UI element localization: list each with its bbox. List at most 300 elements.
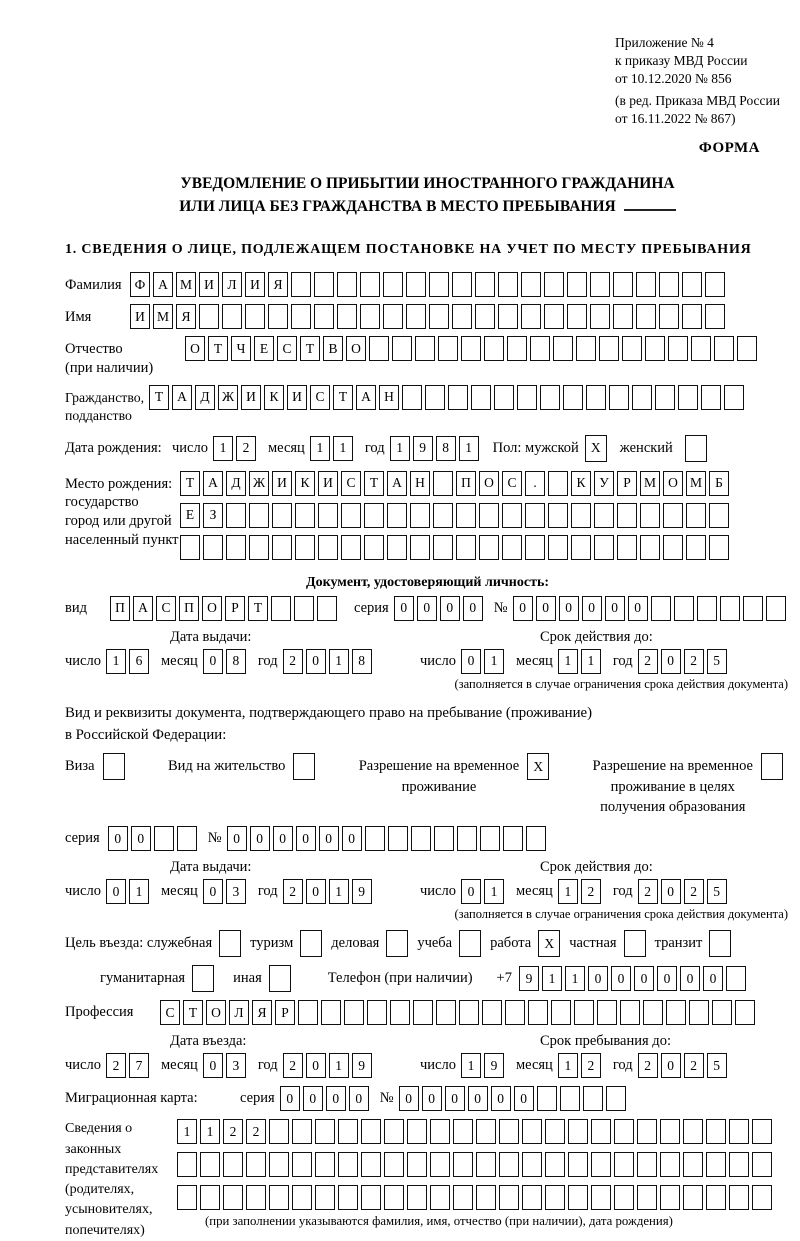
form-cell[interactable]: 0: [394, 596, 414, 621]
form-cell[interactable]: [390, 1000, 410, 1025]
form-cell[interactable]: [406, 304, 426, 329]
form-cell[interactable]: [706, 1185, 726, 1210]
form-cell[interactable]: [292, 1185, 312, 1210]
form-cell[interactable]: 2: [684, 879, 704, 904]
form-cell[interactable]: О: [202, 596, 222, 621]
form-cell[interactable]: [571, 535, 591, 560]
form-cell[interactable]: С: [277, 336, 297, 361]
form-cell[interactable]: Е: [254, 336, 274, 361]
form-cell[interactable]: [613, 304, 633, 329]
form-cell[interactable]: [640, 503, 660, 528]
form-cell[interactable]: 0: [326, 1086, 346, 1111]
form-cell[interactable]: [457, 826, 477, 851]
form-cell[interactable]: [226, 503, 246, 528]
form-cell[interactable]: [341, 503, 361, 528]
form-cell[interactable]: 0: [661, 649, 681, 674]
form-cell[interactable]: [660, 1119, 680, 1144]
form-cell[interactable]: Т: [300, 336, 320, 361]
form-cell[interactable]: 3: [226, 1053, 246, 1078]
form-cell[interactable]: [526, 826, 546, 851]
form-cell[interactable]: 2: [684, 649, 704, 674]
form-cell[interactable]: [383, 304, 403, 329]
form-cell[interactable]: [530, 336, 550, 361]
form-cell[interactable]: [752, 1185, 772, 1210]
form-cell[interactable]: [384, 1152, 404, 1177]
form-cell[interactable]: 1: [333, 436, 353, 461]
form-cell[interactable]: 7: [129, 1053, 149, 1078]
form-cell[interactable]: Т: [333, 385, 353, 410]
form-cell[interactable]: [321, 1000, 341, 1025]
form-cell[interactable]: [269, 965, 291, 992]
form-cell[interactable]: [479, 535, 499, 560]
form-cell[interactable]: А: [387, 471, 407, 496]
form-cell[interactable]: [720, 596, 740, 621]
form-cell[interactable]: 0: [461, 649, 481, 674]
form-cell[interactable]: Т: [183, 1000, 203, 1025]
form-cell[interactable]: [659, 272, 679, 297]
form-cell[interactable]: 2: [223, 1119, 243, 1144]
form-cell[interactable]: [364, 503, 384, 528]
form-cell[interactable]: [563, 385, 583, 410]
form-cell[interactable]: 0: [203, 1053, 223, 1078]
form-cell[interactable]: Д: [195, 385, 215, 410]
form-cell[interactable]: Н: [379, 385, 399, 410]
form-cell[interactable]: [548, 535, 568, 560]
form-cell[interactable]: [475, 272, 495, 297]
form-cell[interactable]: [686, 503, 706, 528]
form-cell[interactable]: 0: [680, 966, 700, 991]
form-cell[interactable]: 0: [461, 879, 481, 904]
form-cell[interactable]: 1: [461, 1053, 481, 1078]
form-cell[interactable]: [637, 1119, 657, 1144]
form-cell[interactable]: 0: [628, 596, 648, 621]
form-cell[interactable]: [614, 1119, 634, 1144]
form-cell[interactable]: [548, 471, 568, 496]
form-cell[interactable]: [387, 535, 407, 560]
form-cell[interactable]: [599, 336, 619, 361]
form-cell[interactable]: [597, 1000, 617, 1025]
form-cell[interactable]: 1: [329, 1053, 349, 1078]
form-cell[interactable]: [568, 1185, 588, 1210]
form-cell[interactable]: [683, 1152, 703, 1177]
form-cell[interactable]: [294, 596, 314, 621]
form-cell[interactable]: [430, 1185, 450, 1210]
form-cell[interactable]: 1: [310, 436, 330, 461]
form-cell[interactable]: 0: [203, 879, 223, 904]
form-cell[interactable]: 1: [329, 879, 349, 904]
form-cell[interactable]: [567, 304, 587, 329]
form-cell[interactable]: [479, 503, 499, 528]
form-cell[interactable]: [402, 385, 422, 410]
form-cell[interactable]: [499, 1119, 519, 1144]
form-cell[interactable]: [743, 596, 763, 621]
form-cell[interactable]: П: [456, 471, 476, 496]
form-cell[interactable]: 2: [246, 1119, 266, 1144]
form-cell[interactable]: 1: [177, 1119, 197, 1144]
form-cell[interactable]: [682, 304, 702, 329]
form-cell[interactable]: [752, 1152, 772, 1177]
form-cell[interactable]: [525, 535, 545, 560]
form-cell[interactable]: [660, 1185, 680, 1210]
form-cell[interactable]: [338, 1185, 358, 1210]
form-cell[interactable]: И: [287, 385, 307, 410]
form-cell[interactable]: [433, 503, 453, 528]
form-cell[interactable]: [614, 1152, 634, 1177]
form-cell[interactable]: [438, 336, 458, 361]
form-cell[interactable]: [705, 304, 725, 329]
form-cell[interactable]: [499, 1152, 519, 1177]
form-cell[interactable]: [269, 1185, 289, 1210]
form-cell[interactable]: И: [272, 471, 292, 496]
form-cell[interactable]: [246, 1152, 266, 1177]
form-cell[interactable]: 0: [349, 1086, 369, 1111]
form-cell[interactable]: 1: [565, 966, 585, 991]
form-cell[interactable]: 0: [250, 826, 270, 851]
form-cell[interactable]: 2: [581, 1053, 601, 1078]
form-cell[interactable]: П: [179, 596, 199, 621]
form-cell[interactable]: Ф: [130, 272, 150, 297]
form-cell[interactable]: 2: [638, 879, 658, 904]
form-cell[interactable]: 2: [684, 1053, 704, 1078]
form-cell[interactable]: [521, 304, 541, 329]
form-cell[interactable]: [177, 826, 197, 851]
form-cell[interactable]: [494, 385, 514, 410]
form-cell[interactable]: [666, 1000, 686, 1025]
form-cell[interactable]: [315, 1152, 335, 1177]
form-cell[interactable]: 0: [399, 1086, 419, 1111]
form-cell[interactable]: И: [199, 272, 219, 297]
form-cell[interactable]: [291, 272, 311, 297]
form-cell[interactable]: [338, 1119, 358, 1144]
form-cell[interactable]: 0: [611, 966, 631, 991]
form-cell[interactable]: Ж: [249, 471, 269, 496]
form-cell[interactable]: 6: [129, 649, 149, 674]
form-cell[interactable]: [269, 1119, 289, 1144]
form-cell[interactable]: [177, 1185, 197, 1210]
form-cell[interactable]: [226, 535, 246, 560]
form-cell[interactable]: [384, 1119, 404, 1144]
form-cell[interactable]: [637, 1152, 657, 1177]
form-cell[interactable]: 5: [707, 649, 727, 674]
form-cell[interactable]: Е: [180, 503, 200, 528]
form-cell[interactable]: 2: [106, 1053, 126, 1078]
form-cell[interactable]: 0: [661, 1053, 681, 1078]
form-cell[interactable]: [271, 596, 291, 621]
form-cell[interactable]: [507, 336, 527, 361]
form-cell[interactable]: [360, 272, 380, 297]
form-cell[interactable]: [365, 826, 385, 851]
form-cell[interactable]: [392, 336, 412, 361]
form-cell[interactable]: 9: [519, 966, 539, 991]
form-cell[interactable]: [651, 596, 671, 621]
form-cell[interactable]: А: [203, 471, 223, 496]
form-cell[interactable]: 1: [213, 436, 233, 461]
form-cell[interactable]: [567, 272, 587, 297]
form-cell[interactable]: [668, 336, 688, 361]
form-cell[interactable]: [452, 304, 472, 329]
form-cell[interactable]: [678, 385, 698, 410]
form-cell[interactable]: Л: [222, 272, 242, 297]
form-cell[interactable]: [622, 336, 642, 361]
form-cell[interactable]: [222, 304, 242, 329]
form-cell[interactable]: [407, 1152, 427, 1177]
form-cell[interactable]: 1: [581, 649, 601, 674]
form-cell[interactable]: [199, 304, 219, 329]
form-cell[interactable]: 0: [445, 1086, 465, 1111]
form-cell[interactable]: 1: [329, 649, 349, 674]
form-cell[interactable]: 8: [436, 436, 456, 461]
form-cell[interactable]: [609, 385, 629, 410]
form-cell[interactable]: [521, 272, 541, 297]
form-cell[interactable]: [203, 535, 223, 560]
form-cell[interactable]: 0: [227, 826, 247, 851]
form-cell[interactable]: [640, 535, 660, 560]
form-cell[interactable]: 0: [463, 596, 483, 621]
form-cell[interactable]: [502, 503, 522, 528]
form-cell[interactable]: 0: [703, 966, 723, 991]
form-cell[interactable]: [434, 826, 454, 851]
form-cell[interactable]: О: [185, 336, 205, 361]
form-cell[interactable]: 0: [559, 596, 579, 621]
form-cell[interactable]: Б: [709, 471, 729, 496]
form-cell[interactable]: С: [160, 1000, 180, 1025]
form-cell[interactable]: [293, 753, 315, 780]
form-cell[interactable]: [545, 1119, 565, 1144]
form-cell[interactable]: [272, 535, 292, 560]
form-cell[interactable]: 3: [226, 879, 246, 904]
form-cell[interactable]: К: [264, 385, 284, 410]
form-cell[interactable]: [453, 1185, 473, 1210]
form-cell[interactable]: [482, 1000, 502, 1025]
form-cell[interactable]: [560, 1086, 580, 1111]
form-cell[interactable]: [223, 1185, 243, 1210]
form-cell[interactable]: 1: [484, 879, 504, 904]
form-cell[interactable]: [594, 503, 614, 528]
form-cell[interactable]: 0: [440, 596, 460, 621]
form-cell[interactable]: [484, 336, 504, 361]
form-cell[interactable]: [683, 1119, 703, 1144]
form-cell[interactable]: С: [156, 596, 176, 621]
form-cell[interactable]: [685, 435, 707, 462]
form-cell[interactable]: [617, 535, 637, 560]
form-cell[interactable]: 0: [582, 596, 602, 621]
form-cell[interactable]: [637, 1185, 657, 1210]
form-cell[interactable]: 2: [236, 436, 256, 461]
form-cell[interactable]: [453, 1152, 473, 1177]
form-cell[interactable]: [574, 1000, 594, 1025]
form-cell[interactable]: 2: [283, 1053, 303, 1078]
form-cell[interactable]: 0: [657, 966, 677, 991]
form-cell[interactable]: [659, 304, 679, 329]
form-cell[interactable]: Т: [208, 336, 228, 361]
form-cell[interactable]: М: [153, 304, 173, 329]
form-cell[interactable]: О: [206, 1000, 226, 1025]
form-cell[interactable]: 0: [417, 596, 437, 621]
form-cell[interactable]: [729, 1119, 749, 1144]
form-cell[interactable]: [553, 336, 573, 361]
form-cell[interactable]: 0: [422, 1086, 442, 1111]
form-cell[interactable]: [568, 1119, 588, 1144]
form-cell[interactable]: [476, 1185, 496, 1210]
form-cell[interactable]: [645, 336, 665, 361]
form-cell[interactable]: 0: [306, 1053, 326, 1078]
form-cell[interactable]: [709, 503, 729, 528]
form-cell[interactable]: [528, 1000, 548, 1025]
form-cell[interactable]: [583, 1086, 603, 1111]
form-cell[interactable]: [475, 304, 495, 329]
form-cell[interactable]: 1: [558, 1053, 578, 1078]
form-cell[interactable]: [686, 535, 706, 560]
form-cell[interactable]: 0: [203, 649, 223, 674]
form-cell[interactable]: [663, 503, 683, 528]
form-cell[interactable]: [591, 1119, 611, 1144]
form-cell[interactable]: [537, 1086, 557, 1111]
form-cell[interactable]: [624, 930, 646, 957]
form-cell[interactable]: [429, 304, 449, 329]
form-cell[interactable]: Н: [410, 471, 430, 496]
form-cell[interactable]: [544, 304, 564, 329]
form-cell[interactable]: [480, 826, 500, 851]
form-cell[interactable]: [272, 503, 292, 528]
form-cell[interactable]: Т: [248, 596, 268, 621]
form-cell[interactable]: [724, 385, 744, 410]
form-cell[interactable]: 1: [200, 1119, 220, 1144]
form-cell[interactable]: [576, 336, 596, 361]
form-cell[interactable]: [292, 1152, 312, 1177]
form-cell[interactable]: [590, 304, 610, 329]
form-cell[interactable]: [430, 1119, 450, 1144]
form-cell[interactable]: В: [323, 336, 343, 361]
form-cell[interactable]: [314, 304, 334, 329]
form-cell[interactable]: [591, 1185, 611, 1210]
form-cell[interactable]: Ж: [218, 385, 238, 410]
form-cell[interactable]: [766, 596, 786, 621]
form-cell[interactable]: О: [346, 336, 366, 361]
form-cell[interactable]: [617, 503, 637, 528]
form-cell[interactable]: [613, 272, 633, 297]
form-cell[interactable]: [729, 1152, 749, 1177]
form-cell[interactable]: [453, 1119, 473, 1144]
form-cell[interactable]: 8: [226, 649, 246, 674]
form-cell[interactable]: [249, 535, 269, 560]
form-cell[interactable]: А: [133, 596, 153, 621]
form-cell[interactable]: [314, 272, 334, 297]
form-cell[interactable]: 0: [273, 826, 293, 851]
form-cell[interactable]: Р: [617, 471, 637, 496]
form-cell[interactable]: [594, 535, 614, 560]
form-cell[interactable]: 8: [352, 649, 372, 674]
form-cell[interactable]: [223, 1152, 243, 1177]
form-cell[interactable]: [154, 826, 174, 851]
form-cell[interactable]: Я: [176, 304, 196, 329]
form-cell[interactable]: [701, 385, 721, 410]
form-cell[interactable]: [709, 535, 729, 560]
form-cell[interactable]: [591, 1152, 611, 1177]
form-cell[interactable]: 0: [588, 966, 608, 991]
form-cell[interactable]: 9: [352, 879, 372, 904]
form-cell[interactable]: 1: [558, 649, 578, 674]
form-cell[interactable]: Я: [268, 272, 288, 297]
form-cell[interactable]: [706, 1119, 726, 1144]
form-cell[interactable]: [674, 596, 694, 621]
form-cell[interactable]: [269, 1152, 289, 1177]
form-cell[interactable]: 0: [342, 826, 362, 851]
form-cell[interactable]: А: [153, 272, 173, 297]
form-cell[interactable]: [406, 272, 426, 297]
form-cell[interactable]: [388, 826, 408, 851]
form-cell[interactable]: [315, 1119, 335, 1144]
form-cell[interactable]: [338, 1152, 358, 1177]
form-cell[interactable]: И: [245, 272, 265, 297]
form-cell[interactable]: [298, 1000, 318, 1025]
form-cell[interactable]: [369, 336, 389, 361]
form-cell[interactable]: [705, 272, 725, 297]
form-cell[interactable]: [246, 1185, 266, 1210]
form-cell[interactable]: С: [310, 385, 330, 410]
form-cell[interactable]: И: [130, 304, 150, 329]
form-cell[interactable]: [761, 753, 783, 780]
form-cell[interactable]: [268, 304, 288, 329]
form-cell[interactable]: Л: [229, 1000, 249, 1025]
form-cell[interactable]: 2: [283, 879, 303, 904]
form-cell[interactable]: К: [571, 471, 591, 496]
form-cell[interactable]: [360, 304, 380, 329]
form-cell[interactable]: 0: [605, 596, 625, 621]
form-cell[interactable]: [192, 965, 214, 992]
form-cell[interactable]: 0: [536, 596, 556, 621]
form-cell[interactable]: [697, 596, 717, 621]
form-cell[interactable]: 0: [634, 966, 654, 991]
form-cell[interactable]: [551, 1000, 571, 1025]
form-cell[interactable]: X: [538, 930, 560, 957]
form-cell[interactable]: [433, 471, 453, 496]
form-cell[interactable]: [219, 930, 241, 957]
form-cell[interactable]: [318, 535, 338, 560]
form-cell[interactable]: 1: [459, 436, 479, 461]
form-cell[interactable]: 1: [542, 966, 562, 991]
form-cell[interactable]: X: [585, 435, 607, 462]
form-cell[interactable]: [502, 535, 522, 560]
form-cell[interactable]: [499, 1185, 519, 1210]
form-cell[interactable]: [415, 336, 435, 361]
form-cell[interactable]: [410, 535, 430, 560]
form-cell[interactable]: [430, 1152, 450, 1177]
form-cell[interactable]: 1: [390, 436, 410, 461]
form-cell[interactable]: К: [295, 471, 315, 496]
form-cell[interactable]: [459, 1000, 479, 1025]
form-cell[interactable]: 0: [306, 879, 326, 904]
form-cell[interactable]: [689, 1000, 709, 1025]
form-cell[interactable]: [433, 535, 453, 560]
form-cell[interactable]: [498, 304, 518, 329]
form-cell[interactable]: 1: [106, 649, 126, 674]
form-cell[interactable]: [545, 1152, 565, 1177]
form-cell[interactable]: [456, 503, 476, 528]
form-cell[interactable]: [503, 826, 523, 851]
form-cell[interactable]: 0: [491, 1086, 511, 1111]
form-cell[interactable]: [590, 272, 610, 297]
form-cell[interactable]: 2: [638, 649, 658, 674]
form-cell[interactable]: Т: [149, 385, 169, 410]
form-cell[interactable]: Р: [275, 1000, 295, 1025]
form-cell[interactable]: [292, 1119, 312, 1144]
form-cell[interactable]: [683, 1185, 703, 1210]
form-cell[interactable]: [103, 753, 125, 780]
form-cell[interactable]: X: [527, 753, 549, 780]
form-cell[interactable]: [317, 596, 337, 621]
form-cell[interactable]: [337, 304, 357, 329]
form-cell[interactable]: [726, 966, 746, 991]
